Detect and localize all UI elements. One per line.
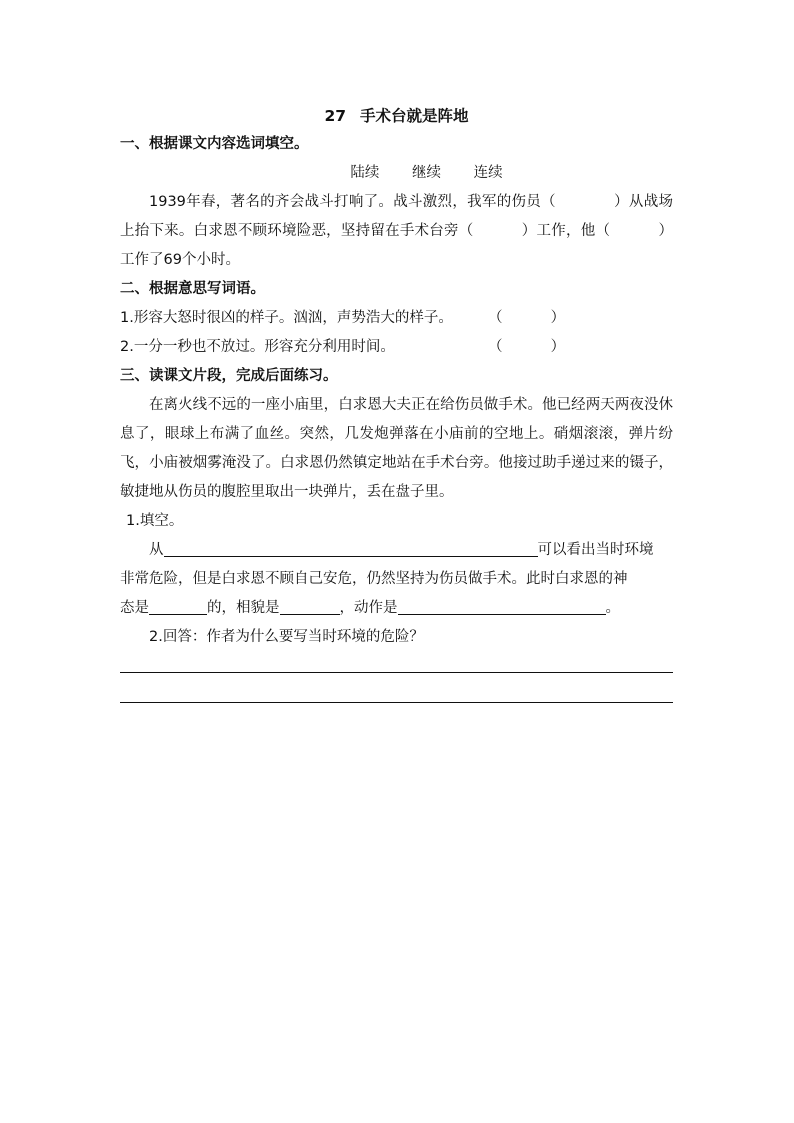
answer-underline[interactable] — [280, 596, 340, 615]
q1-text: 从 — [149, 542, 164, 558]
q1-line3 — [120, 594, 673, 623]
paragraph-text: ）工作了69个小时。 — [120, 223, 674, 268]
q1-text: 可以看出当时环境 — [537, 542, 654, 558]
question1-heading: 1.填空。 — [126, 513, 184, 529]
answer-line[interactable] — [120, 672, 673, 673]
reading-passage: 在离火线不远的一座小庙里，白求恩大夫正在给伤员做手术。他已经两天两夜没休息了，眼球上布满了血丝。突然，几发炮弹落在小庙前的空地上。硝烟滚滚，弹片纷飞，小庙被烟雾淹没了。白求恩仍然镇定地站在手术台旁。他接过助手递过来的镊子，敏捷地从伤员的腹腔里取出一块弹片，丢在盘子里。 — [120, 397, 673, 500]
definition-item — [120, 304, 673, 333]
q1-line1 — [120, 536, 673, 565]
word-choices — [120, 159, 673, 188]
q1-text: 态是 — [120, 600, 149, 616]
answer-underline[interactable] — [149, 596, 207, 615]
word-choice: 继续 — [412, 165, 441, 181]
page-title — [120, 102, 673, 130]
answer-blank-2[interactable] — [473, 217, 521, 246]
section1-heading: 一、根据课文内容选词填空。 — [120, 136, 309, 152]
fill-in-paragraph — [120, 188, 673, 275]
answer-underline[interactable] — [164, 538, 538, 557]
question2-heading: 2.回答：作者为什么要写当时环境的危险？ — [149, 629, 424, 645]
q1-text: 。 — [605, 600, 620, 616]
definition-item — [120, 333, 673, 362]
section3-heading: 三、读课文片段，完成后面练习。 — [120, 368, 338, 384]
answer-blank-1[interactable] — [556, 188, 614, 217]
word-choice: 连续 — [473, 165, 503, 181]
section2-heading: 二、根据意思写词语。 — [120, 281, 265, 297]
paragraph-text: ）工作，他（ — [521, 223, 611, 239]
worksheet-page — [120, 100, 673, 712]
paragraph-text: 1939年春，著名的齐会战斗打响了。战斗激烈，我军的伤员（ — [149, 194, 556, 210]
answer-underline[interactable] — [398, 596, 606, 615]
answer-lines — [120, 652, 673, 712]
paragraph-text: ）从战场上抬下来。白求恩不顾环境险恶，坚持留在手术台旁（ — [120, 194, 674, 239]
word-choice: 陆续 — [350, 165, 380, 181]
q1-text: ，动作是 — [339, 600, 398, 616]
definition-text: 2.一分一秒也不放过。形容充分利用时间。 — [120, 339, 395, 355]
answer-blank-3[interactable] — [610, 217, 658, 246]
lesson-title: 手术台就是阵地 — [360, 107, 469, 125]
q1-text: 的，相貌是 — [207, 600, 280, 616]
definition-text: 1.形容大怒时很凶的样子。汹汹，声势浩大的样子。 — [120, 310, 453, 326]
answer-paren[interactable]: （ ） — [488, 310, 566, 326]
answer-line[interactable] — [120, 702, 673, 703]
lesson-number: 27 — [324, 107, 347, 125]
answer-paren[interactable]: （ ） — [488, 339, 566, 355]
q1-line2: 非常危险，但是白求恩不顾自己安危，仍然坚持为伤员做手术。此时白求恩的神 — [120, 571, 628, 587]
